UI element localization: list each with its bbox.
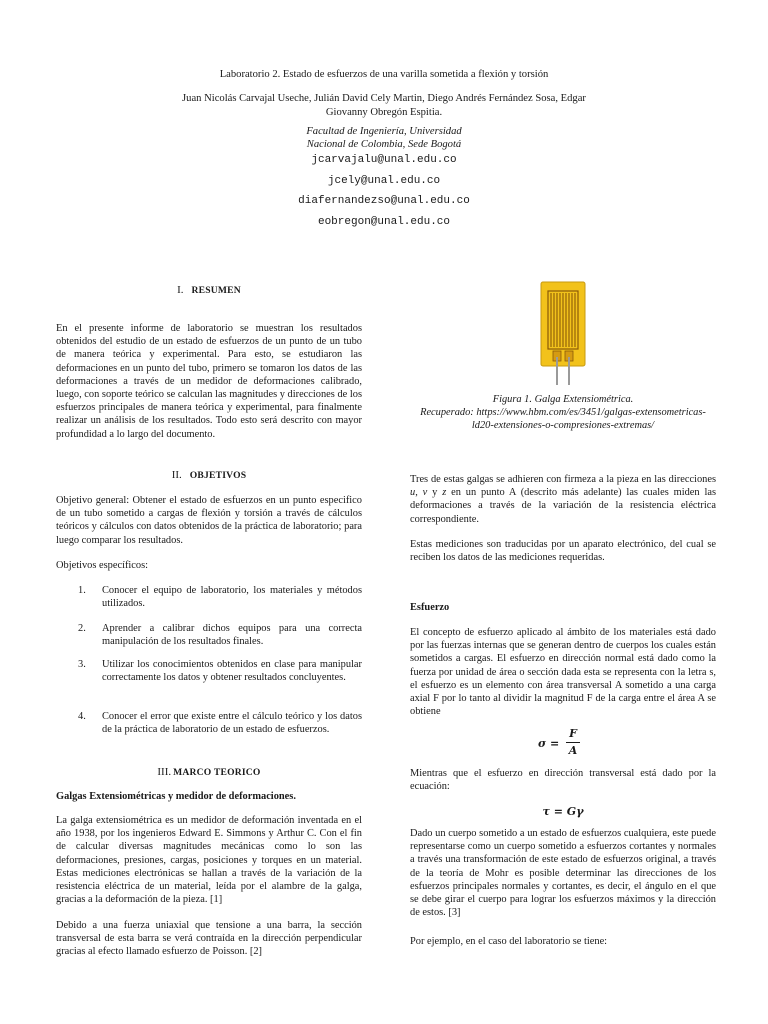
section-number: III. [157,766,172,778]
section-heading-objetivos [56,469,362,482]
objetivo-general-text: Objetivo general: Obtener el estado de esfuerzos en un punto especifico de un tubo sometido a cargas de flexión y torsión a través de cálculos teóricos y cálculos con datos obtenidos de la práctica de laboratorio; para luego comparar los resultados. [56,495,362,546]
list-text: Aprender a calibrar dichos equipos para una correcta manipulación de los resultados finales. [102,623,362,648]
esfuerzo-text: El concepto de esfuerzo aplicado al ámbito de los materiales está dado por las fuerzas internas que se generan dentro de cuerpos los cuales están sometidos a cargas. El esfuerzo en dirección normal está dado como la fuerza por unidad de área o sección dada esta se representa con la letra s, el esfuerzo es un elemento con área transversal A sometido a una carga axial F por lo tanto al dividir la magnitud F de la carga entre el área A se obtiene [410,627,716,718]
esfuerzo-transversal-paragraph [410,767,716,793]
galgas-heading-text: Galgas Extensiométricas y medidor de deformaciones. [56,791,296,802]
ejemplo-text: Por ejemplo, en el caso del laboratorio se tiene: [410,936,608,947]
text-run: y [427,487,443,499]
mediciones-paragraph [410,538,716,564]
equation-normal-stress [410,727,716,759]
galgas-p1-text: La galga extensiométrica es un medidor de deformación inventada en el año 1938, por los ingenieros Edward E. Simmons y Arthur C. Con el fin de calcular diversas magnitudes mecánicas como lo son las deformaciones, presiones, cargas, posiciones y torques en un material. Estas mediciones electrónicas se hallan a través de la variación de la resistencia eléctrica de un material, leída por el alambre de la galga, gracias a la deformación de la pieza. [1] [56,815,362,906]
list-number: 2. [78,623,86,634]
section-heading-resumen [56,284,362,297]
strain-gauge-image [540,281,586,386]
esfuerzo-paragraph [410,626,716,718]
list-number: 1. [78,585,86,596]
section-title: RESUMEN [191,285,241,296]
esfuerzo-transversal-text: Mientras que el esfuerzo en dirección transversal está dado por la ecuación: [410,768,716,793]
resumen-text: En el presente informe de laboratorio se muestran los resultados obtenidos del estudio de un estado de esfuerzos de un punto de un tubo de manera teórica y experimental. Para esto, se estudiaron las deformaciones en un punto del tubo, primero se tomaron los datos de las deformaciones a través de un medidor de deformaciones calibrado, luego, con soporte teórico se calculan las magnitudes y direcciones de los esfuerzos principales de manera teórica y experimental, para finalmente realizar un análisis de los resultados. Todo esto será descrito con mayor profundidad a lo largo del documento. [56,323,362,440]
list-text: Conocer el error que existe entre el cálculo teórico y los datos de la práctica de laboratorio de un estado de esfuerzos. [102,711,362,736]
affiliation [0,125,768,151]
objetivos-list [56,584,362,754]
eq-numerator: F [569,727,577,740]
resumen-paragraph [56,322,362,441]
section-heading-marco-teorico [56,766,362,779]
mohr-paragraph [410,827,716,919]
email-2: jcely@unal.edu.co [327,175,441,187]
esfuerzo-subheading [410,601,716,614]
section-number: I. [177,284,184,296]
list-text: Conocer el equipo de laboratorio, los materiales y métodos utilizados. [102,585,362,610]
list-text: Utilizar los conocimientos obtenidos en clase para manipular correctamente los datos y obtener resultados concluyentes. [102,659,362,684]
authors-line-1: Juan Nicolás Carvajal Useche, Julián David Cely Martin, Diego Andrés Fernández Sosa, Edgar [182,93,586,104]
direction-v: v [422,487,428,499]
affiliation-line-1: Facultad de Ingeniería, Universidad [306,126,462,137]
section-title: OBJETIVOS [189,470,247,481]
eq-denominator: A [568,744,578,757]
section-title: MARCO TEORICO [173,767,261,778]
galgas-subheading [56,790,362,803]
eq-tau: τ = Gγ [542,805,584,818]
figure-caption [410,393,716,433]
section-number: II. [171,469,182,481]
caption-line-2: Recuperado: https://www.hbm.com/es/3451/galgas-extensometricas-ld20-extensiones-o-compresiones-extremas/ [420,407,706,432]
equation-shear-stress [410,805,716,818]
author-list [160,92,608,120]
galgas-paragraph-1 [56,814,362,906]
affiliation-line-2: Nacional de Colombia, Sede Bogotá [306,139,462,150]
galgas-p2-text: Debido a una fuerza uniaxial que tensione a una barra, la sección transversal de esta barra se verá contraída en la dirección perpendicular gracias al efecto llamado esfuerzo de Poisson. [2] [56,920,362,958]
email-3: diafernandezso@unal.edu.co [298,195,470,207]
mediciones-text: Estas mediciones son traducidas por un aparato electrónico, del cual se reciben los datos de las mediciones requeridas. [410,539,716,564]
list-number: 4. [78,711,86,722]
text-run: Tres de estas galgas se adhieren con firmeza a la pieza en las direcciones [410,474,716,485]
objetivo-general-paragraph [56,494,362,547]
galgas-direcciones-text [410,473,716,526]
direction-u: u [410,487,416,499]
list-number: 3. [78,659,86,670]
text-run: , [415,487,423,499]
eq-sigma: σ = [538,737,560,750]
email-1: jcarvajalu@unal.edu.co [311,154,457,166]
mohr-text: Dado un cuerpo sometido a un estado de esfuerzos cualquiera, este puede representarse como un cuerpo sometido a esfuerzos cortantes y normales a través una transformación de este estado de esfuerzos original, a través de la teoría de Mohr es posible determinar las direcciones de los esfuerzos principales normales y cortantes, es decir, el ángulo en el que se debe girar el cuerpo para lograr los esfuerzos máximos y la dirección de estos. [3] [410,828,716,919]
objetivos-especificos-text: Objetivos específicos: [56,560,149,571]
caption-line-1: Figura 1. Galga Extensiométrica. [492,394,634,405]
eq-fraction-bar [566,742,580,743]
esfuerzo-heading-text: Esfuerzo [410,602,450,613]
objetivos-especificos-label [56,559,362,572]
ejemplo-paragraph [410,935,716,948]
text-run: en un punto A (descrito más adelante) las cuales miden las deformaciones a través de la variación de la resistencia eléctrica correspondiente. [410,487,716,525]
authors-line-2: Giovanny Obregón Espitia. [325,107,443,118]
galgas-direcciones-paragraph [410,473,716,526]
email-4: eobregon@unal.edu.co [317,216,451,228]
galgas-paragraph-2 [56,919,362,959]
paper-title: Laboratorio 2. Estado de esfuerzos de una varilla sometida a flexión y torsión [219,69,549,80]
direction-z: z [442,487,447,499]
